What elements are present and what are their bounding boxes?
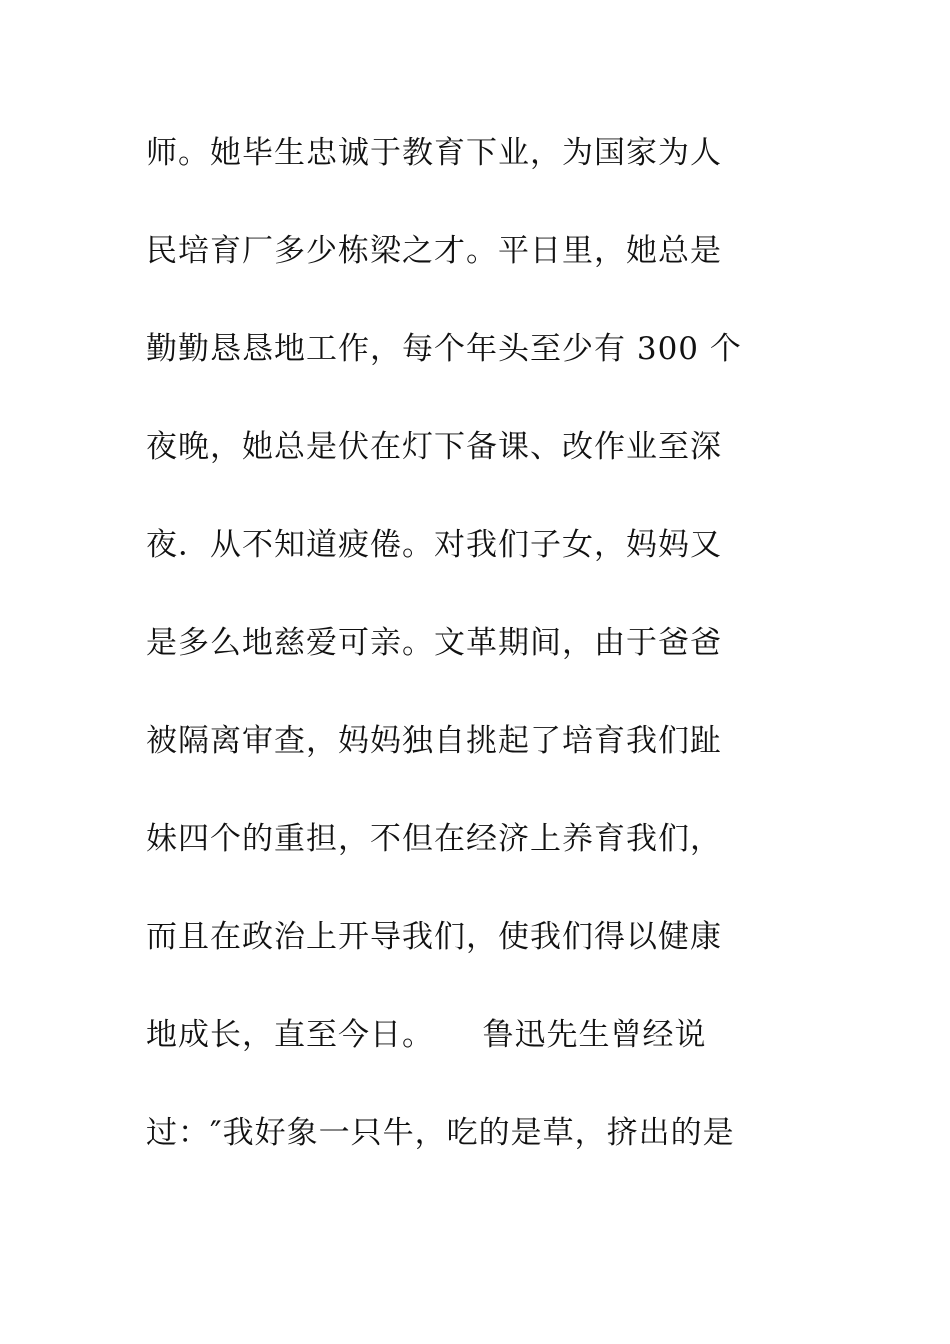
text-line: 师。她毕生忠诚于教育下业，为国家为人	[146, 135, 722, 171]
text-line: 被隔离审查，妈妈独自挑起了培育我们趾	[146, 723, 722, 759]
text-line: 民培育厂多少栋梁之才。平日里，她总是	[146, 233, 722, 269]
text-line: 是多么地慈爱可亲。文革期间，由于爸爸	[146, 625, 722, 661]
text-line: 妹四个的重担，不但在经济上养育我们，	[146, 821, 722, 857]
text-line: 地成长，直至今日。 鲁迅先生曾经说	[146, 1017, 707, 1053]
text-line: 而且在政治上开导我们，使我们得以健康	[146, 919, 722, 955]
text-line: 勤勤恳恳地工作，每个年头至少有 300 个	[146, 331, 742, 367]
body-text	[146, 118, 806, 1196]
text-line: 过：″我好象一只牛，吃的是草，挤出的是	[146, 1115, 735, 1151]
text-line: 夜晚，她总是伏在灯下备课、改作业至深	[146, 429, 722, 465]
text-line: 夜．从不知道疲倦。对我们子女，妈妈又	[146, 527, 722, 563]
